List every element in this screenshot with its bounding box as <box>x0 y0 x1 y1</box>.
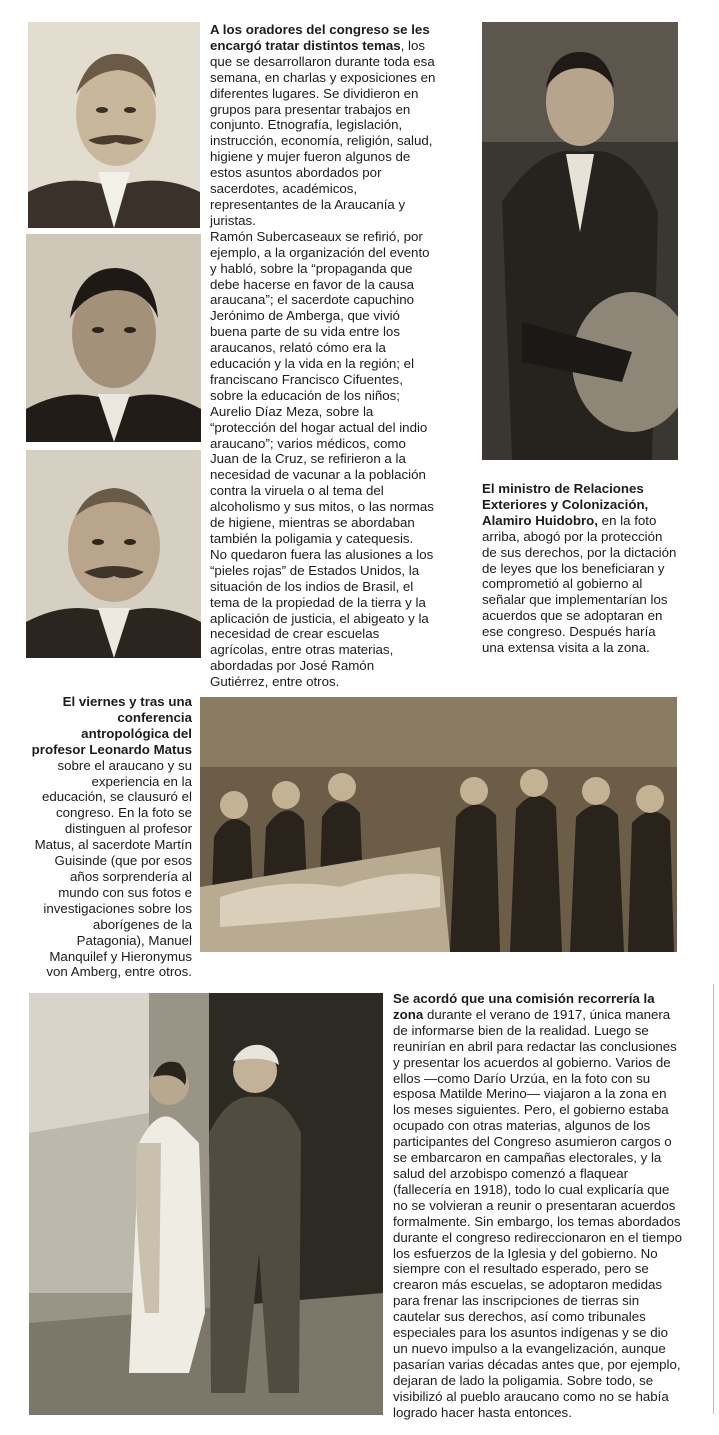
caption-closing-conference <box>28 694 192 980</box>
article-column-speakers <box>210 22 436 690</box>
article-body-1: , los que se desarrollaron durante toda esa semana, en charlas y exposiciones en diferentes lugares. Se dividieron en grupos para presentar trabajos en conjunto. Etnografía, legislación, instrucción, economía, religión, salud, higiene y mujer fueron algunos de estos asuntos abordados por sacerdotes, académicos, representantes de la Araucanía y juristas. <box>210 37 436 228</box>
caption-minister-lead: El ministro de Relaciones Exteriores y Colonización, Alamiro Huidobro, <box>482 481 649 528</box>
couple-photo <box>29 993 383 1415</box>
article-lead: A los oradores del congreso se les encargó tratar distintos temas <box>210 22 430 53</box>
article-column-commission <box>393 991 683 1420</box>
caption-minister <box>482 481 680 656</box>
caption-closing-body: sobre el araucano y su experiencia en la educación, se clausuró el congreso. En la foto se distinguen al profesor Matus, al sacerdote Martín Guisinde (que por esos años sorprendería al mundo con sus fotos e investigaciones sobre los aborígenes de la Patagonia), Manuel Manquilef y Hieronymus von Amberg, entre otros. <box>34 757 192 980</box>
portrait-photo-mustache-man <box>28 22 200 228</box>
commission-body: durante el verano de 1917, única manera de informarse bien de la realidad. Luego se reunirían en abril para redactar las conclusiones y presentar los acuerdos al gobierno. Varios de ellos —como Darío Urzúa, en la foto con su esposa Matilde Merino— viajaron a la zona en los meses siguientes. Pero, el gobierno estaba ocupado con otras materias, algunos de los participantes del Congreso asumieron cargos o se embarcaron en campañas electorales, y la salud del arzobispo comenzó a flaquear (fallecería en 1918), todo lo cual explicaría que no se volvieran a reunir o presentaran acuerdos formalmente. Sin embargo, los temas abordados durante el congreso redireccionaron en el tiempo los esfuerzos de la Iglesia y del gobierno. No siempre con el resultado esperado, pero se crearon más escuelas, se adoptaron medidas para frenar las inscripciones de tierras sin cautelar sus derechos, así como tribunales especiales para los asuntos indígenas y se dio un nuevo impulso a la evangelización, aunque pasarían varias décadas antes que, por ejemplo, dejaran de lado la poligamia. Sobre todo, se visibilizó al pueblo araucano como no se había logrado hacer hasta entonces. <box>393 1006 683 1420</box>
column-divider-line <box>713 984 714 1414</box>
congress-group-photo <box>200 697 677 952</box>
article-body-3: No quedaron fuera las alusiones a los “pieles rojas” de Estados Unidos, la situación de los indios de Brasil, el tema de la propiedad de la tierra y la aplicación de justicia, el abigeato y la necesidad de crear escuelas agrícolas, entre otras materias, abordadas por José Ramón Gutiérrez, entre otros. <box>210 546 434 690</box>
commission-lead: Se acordó que una comisión recorrería la zona <box>393 991 655 1022</box>
caption-minister-body: en la foto arriba, abogó por la protección de sus derechos, por la dictación de leyes que los beneficiaran y comprometió al gobierno al señalar que implementarían los acuerdos que se adoptaran en ese congreso. Después haría una extensa visita a la zona. <box>482 512 677 656</box>
article-body-2: Ramón Subercaseaux se refirió, por ejemplo, a la organización del evento y habló, sobre la “propaganda que debe hacerse en favor de la causa araucana”; el sacerdote capuchino Jerónimo de Amberga, que vivió buena parte de su vida entre los araucanos, relató cómo era la educación y la vida en la región; el franciscano Francisco Cifuentes, sobre la educación de los niños; Aurelio Díaz Meza, sobre la “protección del hogar actual del indio araucano”; varios médicos, como Juan de la Cruz, se refirieron a la necesidad de vacunar a la población contra la viruela o al tema del alcoholismo y sus mitos, o las normas de higiene, mientras se abordaban también la poligamia y catequesis. <box>210 228 434 546</box>
portrait-photo-young-man <box>26 234 201 442</box>
portrait-photo-bald-man <box>26 450 201 658</box>
minister-photo <box>482 22 678 460</box>
caption-closing-lead: El viernes y tras una conferencia antropológica del profesor Leonardo Matus <box>31 694 192 757</box>
